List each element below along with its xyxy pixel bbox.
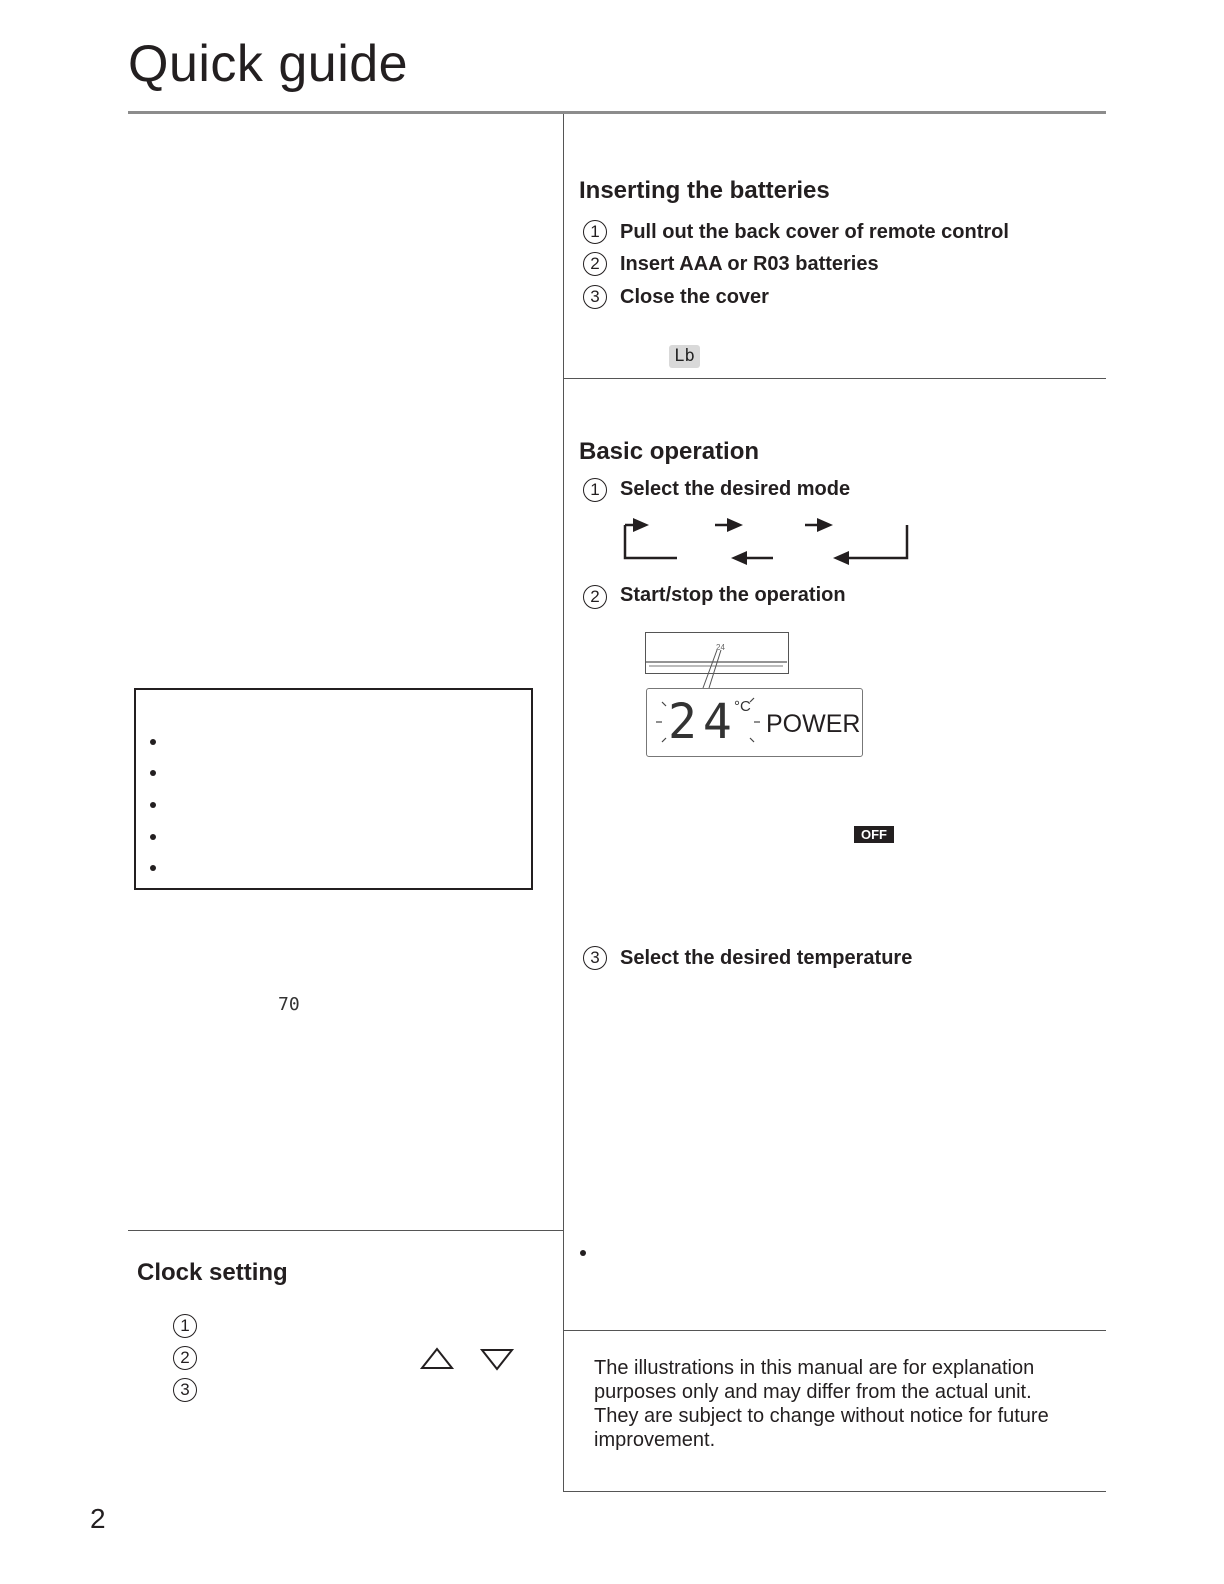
arrow-right-icon xyxy=(817,518,833,532)
display-unit: °C xyxy=(734,698,751,715)
bullet xyxy=(580,1250,586,1256)
bullet xyxy=(150,802,156,808)
page-title: Quick guide xyxy=(128,35,409,93)
off-badge: OFF xyxy=(854,826,894,843)
unit-mini-temp: 24 xyxy=(716,643,725,652)
mode-loop-right-line xyxy=(845,525,907,558)
low-battery-icon: Lb xyxy=(669,345,700,368)
bullet xyxy=(150,834,156,840)
page-number: 2 xyxy=(90,1503,106,1534)
arrow-right-icon xyxy=(727,518,743,532)
step-number-1: 1 xyxy=(583,478,607,502)
section-divider-bottom xyxy=(564,1491,1106,1492)
clock-step-2: 2 xyxy=(173,1346,197,1370)
section-divider-note xyxy=(564,1330,1106,1331)
step-number-2: 2 xyxy=(583,252,607,276)
battery-step-3: Close the cover xyxy=(620,286,769,308)
basic-operation-heading: Basic operation xyxy=(579,438,760,465)
section-divider-clock xyxy=(128,1230,564,1231)
arrow-left-icon xyxy=(833,551,849,565)
power-label: POWER xyxy=(766,710,861,738)
timer-digits: 70 xyxy=(278,994,300,1015)
section-divider-batteries xyxy=(564,378,1106,379)
basic-step-3: Select the desired temperature xyxy=(620,947,913,969)
column-divider xyxy=(563,114,564,1492)
down-triangle-icon xyxy=(479,1346,515,1372)
bullet xyxy=(150,739,156,745)
battery-step-2: Insert AAA or R03 batteries xyxy=(620,253,879,275)
up-triangle-icon xyxy=(419,1346,455,1372)
arrow-left-icon xyxy=(731,551,747,565)
battery-step-1: Pull out the back cover of remote control xyxy=(620,221,1009,243)
arrow-right-icon xyxy=(633,518,649,532)
title-divider xyxy=(128,111,1106,114)
clock-step-1: 1 xyxy=(173,1314,197,1338)
step-number-1: 1 xyxy=(583,220,607,244)
mode-loop-left-line xyxy=(625,525,677,558)
batteries-heading: Inserting the batteries xyxy=(579,177,830,204)
basic-step-1: Select the desired mode xyxy=(620,478,851,500)
mode-cycle-diagram xyxy=(615,512,915,568)
display-temperature: 24 xyxy=(668,694,738,750)
note-box xyxy=(134,688,533,890)
illustration-disclaimer: The illustrations in this manual are for explanation purposes only and may differ from the actual unit. They are subject to change without notice for future improvement. xyxy=(594,1357,1049,1451)
step-number-3: 3 xyxy=(583,946,607,970)
bullet xyxy=(150,865,156,871)
indoor-unit-detail xyxy=(645,632,788,690)
step-number-2: 2 xyxy=(583,585,607,609)
step-number-3: 3 xyxy=(583,285,607,309)
basic-step-2: Start/stop the operation xyxy=(620,584,846,606)
clock-step-3: 3 xyxy=(173,1378,197,1402)
bullet xyxy=(150,770,156,776)
clock-setting-heading: Clock setting xyxy=(137,1259,288,1286)
